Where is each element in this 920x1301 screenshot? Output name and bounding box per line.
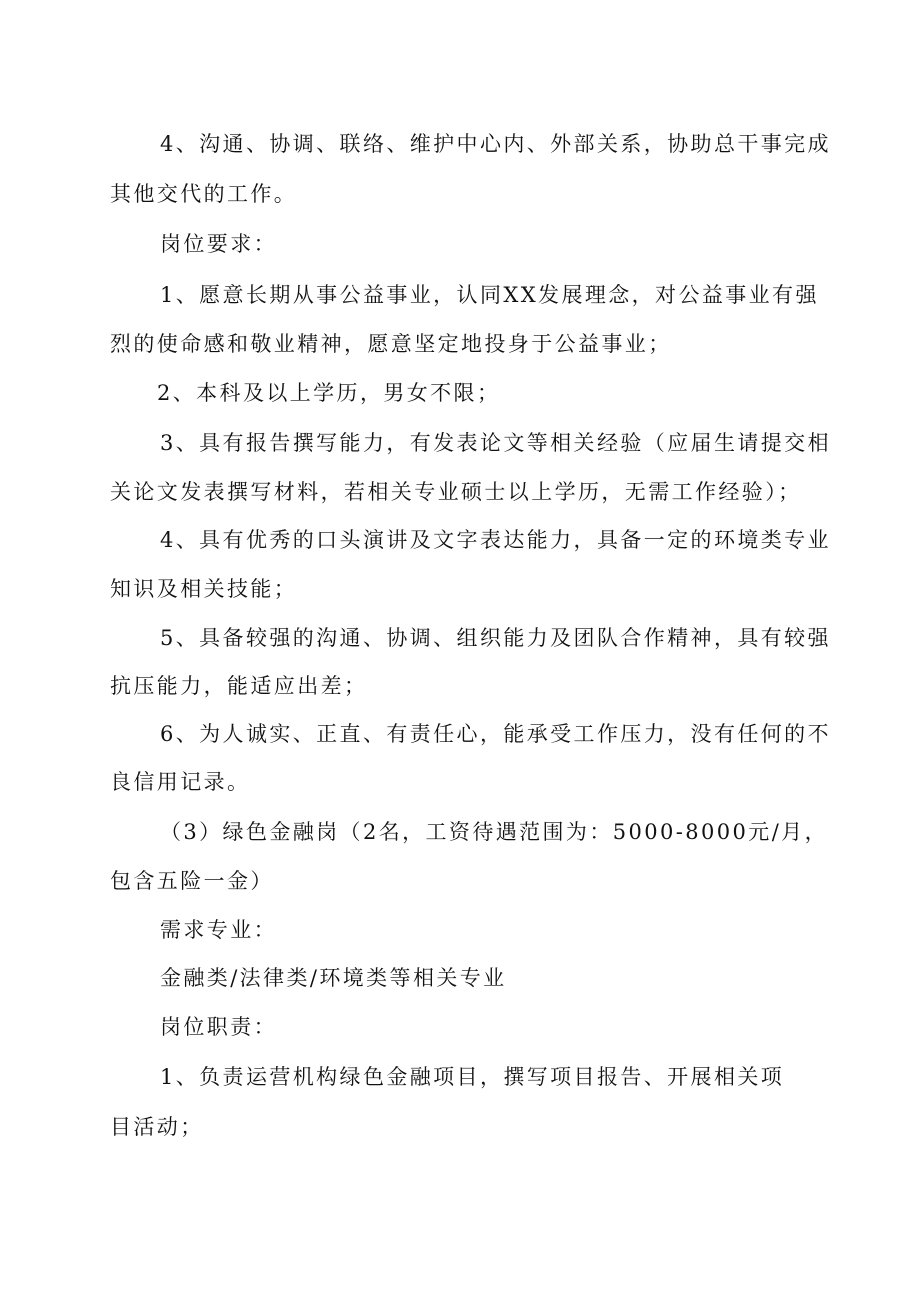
section-heading: 岗位要求： [160,232,277,256]
text-line: 包含五险一金） [110,869,274,893]
text-line: 知识及相关技能； [110,577,298,601]
text-line: 其他交代的工作。 [110,182,298,206]
text-line: 关论文发表撰写材料，若相关专业硕士以上学历，无需工作经验）； [110,480,802,504]
text-line: 5、具备较强的沟通、协调、组织能力及团队合作精神，具有较强 [160,626,831,650]
section-heading: 需求专业： [160,918,277,942]
text-line: 4、沟通、协调、联络、维护中心内、外部关系，协助总干事完成 [160,132,831,156]
text-line: 烈的使命感和敬业精神，愿意坚定地投身于公益事业； [110,332,672,356]
text-line: 3、具有报告撰写能力，有发表论文等相关经验（应届生请提交相 [160,431,831,455]
text-line: 良信用记录。 [110,770,251,794]
text-line: 抗压能力，能适应出差； [110,674,368,698]
position-heading: （3）绿色金融岗（2名，工资待遇范围为：5000-8000元/月， [160,820,828,844]
text-line: 1、负责运营机构绿色金融项目，撰写项目报告、开展相关项 [160,1065,785,1089]
text-line: 2、本科及以上学历，男女不限； [157,381,501,405]
section-heading: 岗位职责： [160,1015,277,1039]
text-line: 6、为人诚实、正直、有责任心，能承受工作压力，没有任何的不 [160,722,831,746]
text-line: 金融类/法律类/环境类等相关专业 [160,966,507,990]
text-line: 1、愿意长期从事公益事业，认同XX发展理念，对公益事业有强 [160,283,819,307]
text-line: 4、具有优秀的口头演讲及文字表达能力，具备一定的环境类专业 [160,528,831,552]
text-line: 目活动； [110,1115,204,1139]
